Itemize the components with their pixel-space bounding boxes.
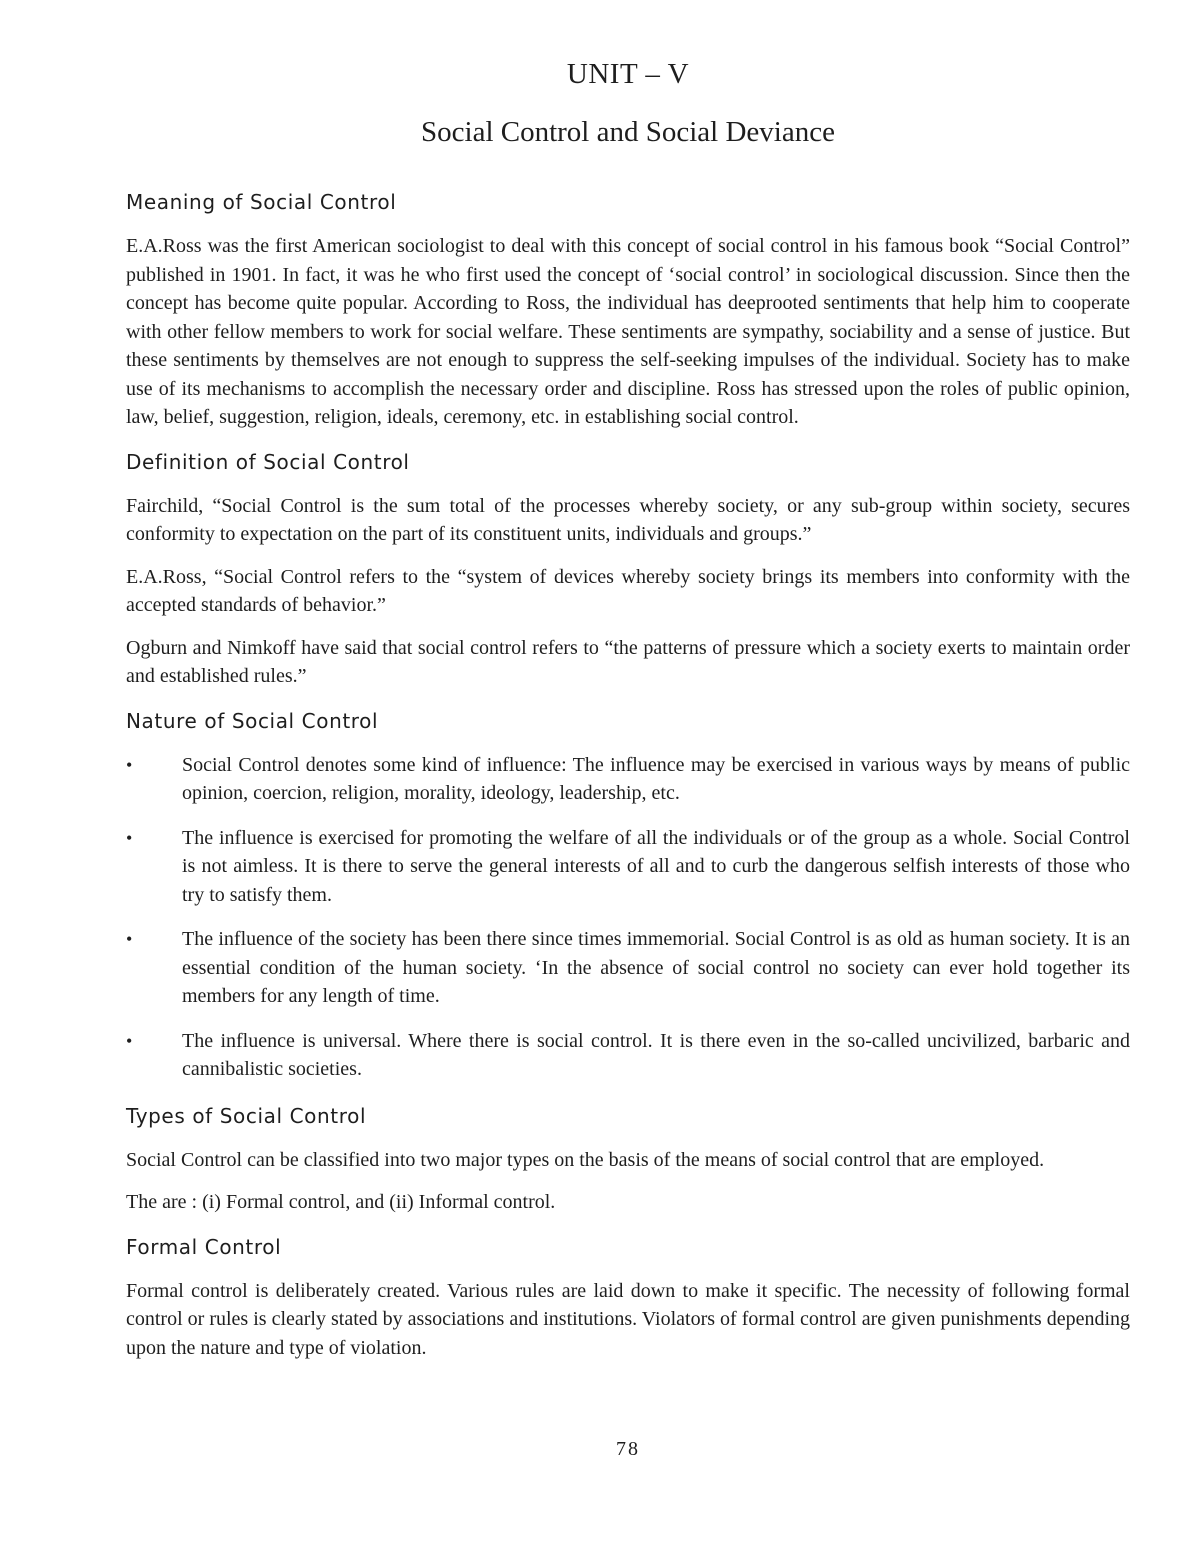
paragraph-types-list: The are : (i) Formal control, and (ii) Informal control. [126, 1191, 556, 1213]
list-item-text: The influence of the society has been there since times immemorial. Social Control is as old as human society. It is an essential condition of the human society. ‘In the absence of social control no society can ever hold together its members for any length of time. [182, 928, 1130, 1007]
unit-heading [126, 58, 1130, 91]
paragraph-definition-ogburn: Ogburn and Nimkoff have said that social control refers to “the patterns of pressure which a society exerts to maintain order and established rules.” [126, 636, 1130, 687]
nature-bullet-list [126, 751, 1130, 1084]
list-item-text: The influence is universal. Where there is social control. It is there even in the so-called uncivilized, barbaric and cannibalistic societies. [182, 1029, 1130, 1080]
paragraph-definition-fairchild: Fairchild, “Social Control is the sum total of the processes whereby society, or any sub-group within society, secures conformity to expectation on the part of its constituent units, individuals and groups.” [126, 494, 1130, 545]
list-item [126, 824, 1130, 910]
paragraph-meaning: E.A.Ross was the first American sociologist to deal with this concept of social control in his famous book “Social Control” published in 1901. In fact, it was he who first used the concept of ‘social control’ in sociological discussion. Since then the concept has become quite popular. According to Ross, the individual has deeprooted sentiments that help him to cooperate with other fellow members to work for social welfare. These sentiments are sympathy, sociability and a sense of justice. But these sentiments by themselves are not enough to suppress the self-seeking impulses of the individual. Society has to make use of its mechanisms to accomplish the necessary order and discipline. Ross has stressed upon the roles of public opinion, law, belief, suggestion, religion, ideals, ceremony, etc. in establishing social control. [126, 235, 1130, 428]
list-item-text: Social Control denotes some kind of influence: The influence may be exercised in various ways by means of public opinion, coercion, religion, morality, ideology, leadership, etc. [182, 753, 1130, 804]
list-item [126, 751, 1130, 808]
unit-label: UNIT – V [566, 58, 690, 90]
bullet-icon: • [126, 754, 133, 775]
list-item-text: The influence is exercised for promoting the welfare of all the individuals or of the group as a whole. Social Control is not aimless. It is there to serve the general interests of all and to curb the dangerous selfish interests of those who try to satisfy them. [182, 826, 1130, 906]
section-heading-definition: Definition of Social Control [126, 449, 410, 474]
bullet-icon: • [126, 1030, 133, 1051]
chapter-title: Social Control and Social Deviance [421, 116, 835, 148]
paragraph-types: Social Control can be classified into two major types on the basis of the means of social control that are employed. [126, 1148, 1045, 1171]
page-number: 78 [616, 1438, 640, 1460]
page-content [126, 186, 1130, 1376]
section-heading-meaning: Meaning of Social Control [126, 190, 397, 214]
bullet-icon: • [126, 929, 133, 949]
section-heading-formal: Formal Control [126, 1234, 282, 1259]
list-item [126, 1027, 1130, 1084]
section-heading-types: Types of Social Control [126, 1103, 367, 1128]
paragraph-definition-ross: E.A.Ross, “Social Control refers to the “system of devices whereby society brings its members into conformity with the accepted standards of behavior.” [126, 565, 1130, 616]
list-item [126, 925, 1130, 1011]
section-heading-nature: Nature of Social Control [126, 708, 379, 733]
bullet-icon: • [126, 827, 133, 848]
paragraph-formal: Formal control is deliberately created. Various rules are laid down to make it specific. The necessity of following formal control or rules is clearly stated by associations and institutions. Violators of formal control are given punishments depending upon the nature and type of violation. [126, 1279, 1130, 1359]
